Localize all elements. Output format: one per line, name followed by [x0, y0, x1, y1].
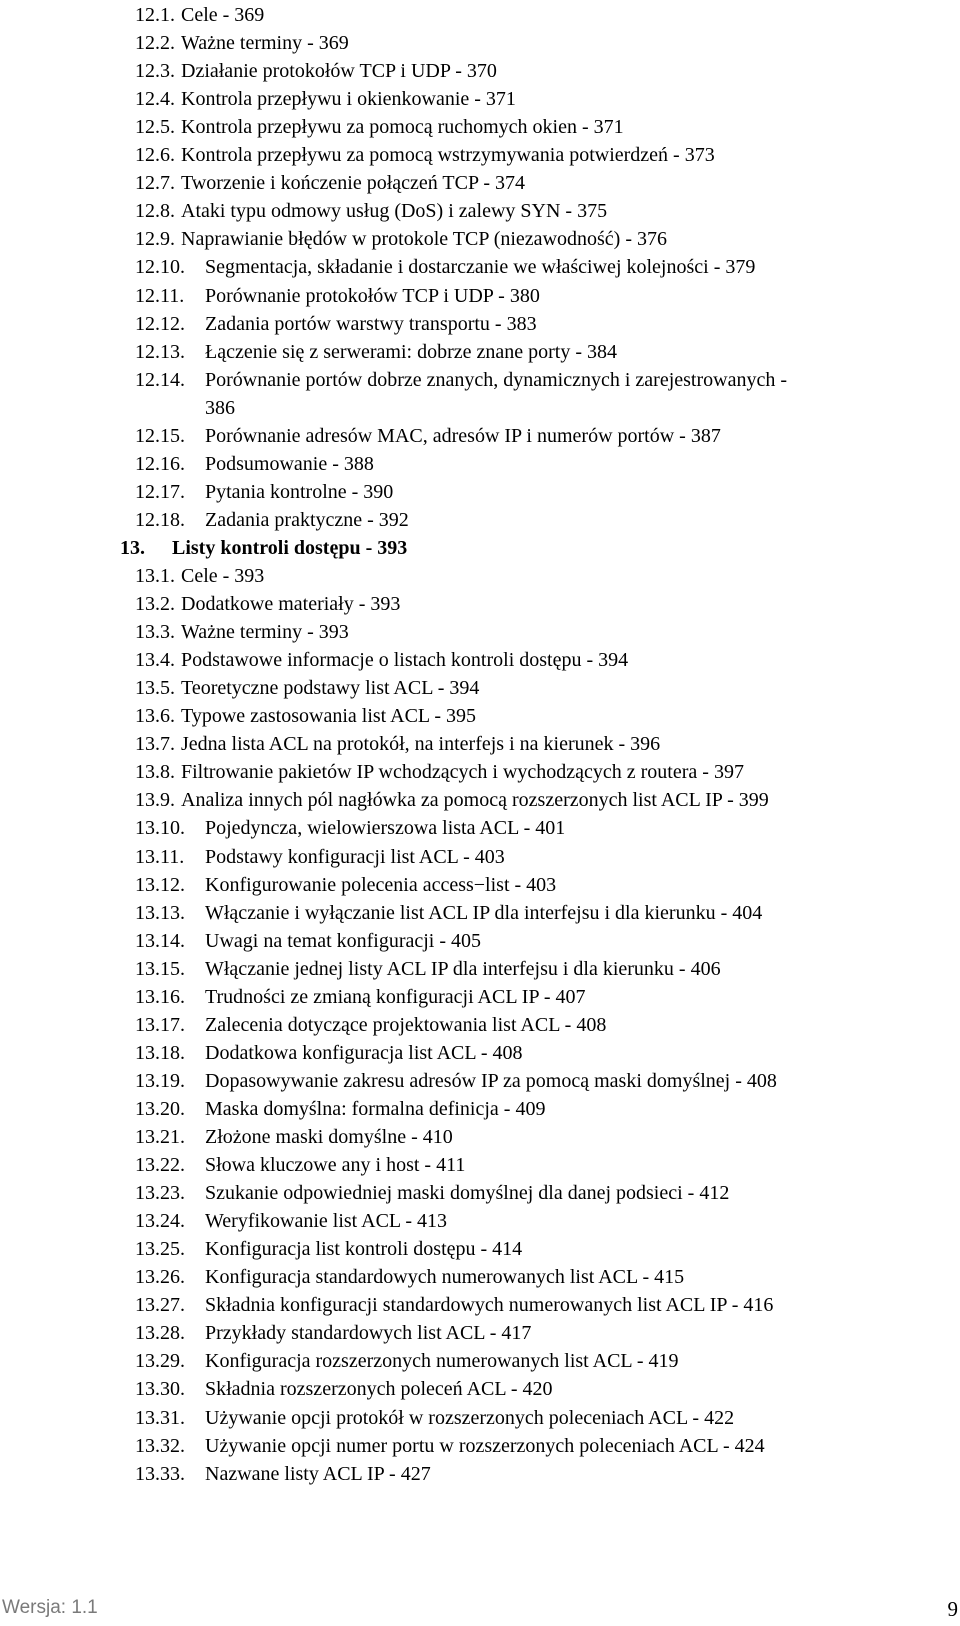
toc-entry-title: Używanie opcji protokół w rozszerzonych poleceniach ACL - 422 [205, 1406, 735, 1429]
toc-entry[interactable] [135, 647, 628, 673]
toc-entry-title: Cele - 369 [181, 4, 265, 26]
toc-entry[interactable] [135, 1376, 552, 1402]
toc-entry[interactable] [135, 226, 667, 252]
toc-entry-number: 13.5. [135, 677, 175, 700]
toc-entry[interactable] [135, 1461, 431, 1487]
toc-entry-title: Działanie protokołów TCP i UDP - 370 [181, 60, 497, 83]
toc-entry-title: Ataki typu odmowy usług (DoS) i zalewy SYN - 375 [181, 200, 608, 223]
toc-entry[interactable] [135, 956, 721, 982]
toc-entry-title: Listy kontroli dostępu - 393 [172, 536, 408, 559]
toc-entry-title: Zalecenia dotyczące projektowania list ACL - 408 [205, 1013, 607, 1036]
toc-entry[interactable] [135, 479, 393, 505]
toc-entry[interactable] [135, 1292, 773, 1318]
page-number: 9 [947, 1597, 958, 1621]
toc-entry-title: Włączanie i wyłączanie list ACL IP dla interfejsu i dla kierunku - 404 [205, 901, 763, 924]
toc-entry[interactable] [135, 1433, 765, 1459]
toc-entry[interactable] [135, 114, 624, 140]
toc-entry[interactable] [135, 563, 264, 589]
toc-entry-number: 12.10. [135, 256, 185, 279]
toc-entry-number: 13.4. [135, 649, 175, 672]
toc-entry-title: Nazwane listy ACL IP - 427 [205, 1462, 431, 1485]
toc-entry-number: 13.8. [135, 761, 175, 784]
toc-entry[interactable] [135, 1124, 453, 1150]
toc-entry-number: 12.4. [135, 88, 175, 111]
toc-entry[interactable] [135, 787, 769, 813]
toc-entry[interactable] [135, 311, 537, 337]
toc-entry-number: 12.16. [135, 452, 185, 475]
toc-entry[interactable] [135, 1152, 465, 1178]
toc-entry-number: 13.27. [135, 1294, 185, 1317]
toc-entry-number: 13.24. [135, 1210, 185, 1233]
toc-entry-number: 12.7. [135, 172, 175, 195]
toc-entry-title: Analiza innych pól nagłówka za pomocą rozszerzonych list ACL IP - 399 [181, 789, 769, 812]
toc-entry-number: 13.20. [135, 1097, 185, 1120]
toc-entry[interactable] [135, 30, 349, 56]
toc-entry-title: Cele - 393 [181, 565, 265, 587]
toc-entry-number: 12.6. [135, 144, 175, 167]
toc-entry-number: 13.19. [135, 1069, 185, 1092]
toc-entry-number: 13.30. [135, 1378, 185, 1401]
toc-entry-title: Dodatkowe materiały - 393 [181, 593, 401, 616]
toc-entry[interactable] [135, 703, 476, 729]
toc-entry[interactable] [135, 170, 525, 196]
toc-chapter-heading[interactable] [120, 535, 407, 561]
toc-entry[interactable] [135, 759, 744, 785]
toc-entry[interactable] [135, 1320, 531, 1346]
toc-entry-number: 12.8. [135, 200, 175, 223]
toc-entry-number: 13.23. [135, 1182, 185, 1205]
toc-entry-number: 13.12. [135, 873, 185, 896]
toc-entry-number: 12.17. [135, 480, 185, 503]
toc-entry[interactable] [135, 675, 479, 701]
toc-entry[interactable] [135, 86, 516, 112]
toc-entry-number: 13.17. [135, 1013, 185, 1036]
toc-entry-title: Ważne terminy - 369 [181, 32, 349, 55]
toc-entry-title: Kontrola przepływu i okienkowanie - 371 [181, 88, 516, 111]
toc-entry-number: 12.9. [135, 228, 175, 251]
toc-entry-title: Używanie opcji numer portu w rozszerzonych poleceniach ACL - 424 [205, 1434, 765, 1457]
toc-entry-title: Złożone maski domyślne - 410 [205, 1126, 453, 1148]
toc-entry-number: 12.11. [135, 284, 185, 307]
toc-entry-number: 13.14. [135, 929, 185, 952]
toc-entry[interactable] [135, 1096, 545, 1122]
toc-entry-number: 13.31. [135, 1406, 185, 1429]
toc-entry-title: Kontrola przepływu za pomocą ruchomych okien - 371 [181, 116, 624, 139]
toc-entry-number: 12.12. [135, 312, 185, 335]
toc-entry[interactable] [135, 1208, 447, 1234]
toc-entry-number: 12.13. [135, 340, 185, 363]
toc-entry-title: Maska domyślna: formalna definicja - 409 [205, 1097, 546, 1120]
toc-entry-number: 13.32. [135, 1434, 185, 1457]
toc-entry[interactable] [135, 142, 715, 168]
toc-entry[interactable] [135, 507, 409, 533]
toc-entry-number: 13. [120, 536, 145, 559]
toc-entry-title: Dodatkowa konfiguracja list ACL - 408 [205, 1041, 523, 1064]
toc-entry-title: Przykłady standardowych list ACL - 417 [205, 1322, 532, 1345]
toc-entry-title: Podstawowe informacje o listach kontroli dostępu - 394 [181, 649, 629, 672]
toc-entry-title: Ważne terminy - 393 [181, 621, 349, 644]
toc-entry-title: Pojedyncza, wielowierszowa lista ACL - 401 [205, 817, 566, 840]
toc-entry[interactable] [135, 198, 607, 224]
toc-entry-title: Uwagi na temat konfiguracji - 405 [205, 929, 482, 952]
toc-entry-title: Typowe zastosowania list ACL - 395 [181, 705, 477, 728]
toc-entry[interactable] [135, 1405, 734, 1431]
toc-entry-number: 13.33. [135, 1462, 185, 1485]
toc-entry[interactable] [135, 844, 505, 870]
toc-entry-number: 12.5. [135, 116, 175, 139]
toc-entry-title: Pytania kontrolne - 390 [205, 480, 394, 503]
toc-entry-number: 12.14. [135, 368, 185, 391]
toc-entry-title: Konfiguracja standardowych numerowanych list ACL - 415 [205, 1266, 685, 1289]
toc-entry-number: 13.29. [135, 1350, 185, 1373]
toc-entry[interactable] [135, 900, 762, 926]
toc-entry[interactable] [135, 1180, 729, 1206]
version-label: Wersja: 1.1 [2, 1597, 98, 1618]
toc-entry-title: Składnia rozszerzonych poleceń ACL - 420 [205, 1378, 553, 1401]
toc-entry-number: 13.21. [135, 1126, 185, 1148]
toc-entry[interactable] [135, 1068, 777, 1094]
toc-entry[interactable] [135, 731, 660, 757]
toc-entry-title: Naprawianie błędów w protokole TCP (niezawodność) - 376 [181, 228, 667, 251]
toc-entry[interactable] [135, 619, 349, 645]
toc-entry-number: 13.26. [135, 1266, 185, 1289]
toc-entry-number: 13.1. [135, 565, 175, 587]
toc-entry[interactable] [135, 451, 374, 477]
toc-entry-title: Składnia konfiguracji standardowych numerowanych list ACL IP - 416 [205, 1294, 774, 1317]
toc-entry-title: Konfigurowanie polecenia access−list - 403 [205, 873, 557, 896]
toc-entry-number: 13.15. [135, 957, 185, 980]
toc-entry-continuation: 386 [205, 396, 235, 419]
toc-entry-title: Zadania portów warstwy transportu - 383 [205, 312, 537, 335]
toc-entry-title: Dopasowywanie zakresu adresów IP za pomocą maski domyślnej - 408 [205, 1069, 777, 1092]
toc-entry-number: 13.22. [135, 1154, 185, 1177]
toc-entry-number: 12.2. [135, 32, 175, 55]
toc-entry-number: 13.13. [135, 901, 185, 924]
toc-entry[interactable] [135, 1040, 523, 1066]
toc-entry-number: 13.6. [135, 705, 175, 728]
toc-entry-number: 13.10. [135, 817, 185, 840]
toc-entry-title: Teoretyczne podstawy list ACL - 394 [181, 677, 480, 700]
toc-entry-title: Zadania praktyczne - 392 [205, 508, 409, 531]
toc-entry[interactable] [135, 928, 481, 954]
toc-entry-number: 12.18. [135, 508, 185, 531]
toc-entry[interactable] [135, 2, 264, 28]
toc-entry-number: 13.2. [135, 593, 175, 616]
toc-entry-number: 13.3. [135, 621, 175, 644]
toc-entry-title: Jedna lista ACL na protokół, na interfejs i na kierunek - 396 [181, 733, 661, 756]
toc-entry[interactable] [135, 58, 497, 84]
toc-entry-title: Kontrola przepływu za pomocą wstrzymywania potwierdzeń - 373 [181, 144, 715, 167]
toc-entry-number: 13.28. [135, 1322, 185, 1345]
toc-entry-title: Porównanie protokołów TCP i UDP - 380 [205, 284, 540, 307]
toc-entry-title: Podsumowanie - 388 [205, 452, 374, 475]
toc-entry[interactable] [135, 984, 586, 1010]
toc-entry-title: Łączenie się z serwerami: dobrze znane porty - 384 [205, 340, 618, 363]
toc-entry[interactable] [135, 1012, 606, 1038]
toc-entry[interactable] [135, 815, 565, 841]
toc-entry-number: 13.7. [135, 733, 175, 756]
toc-entry[interactable] [135, 339, 617, 365]
toc-entry[interactable] [135, 423, 721, 449]
toc-entry-title: Porównanie adresów MAC, adresów IP i numerów portów - 387 [205, 424, 721, 447]
toc-entry-title: Porównanie portów dobrze znanych, dynamicznych i zarejestrowanych - [205, 368, 788, 391]
toc-entry-number: 12.1. [135, 4, 175, 26]
toc-entry-title: Trudności ze zmianą konfiguracji ACL IP - 407 [205, 985, 586, 1008]
toc-entry-number: 13.16. [135, 985, 185, 1008]
toc-entry-number: 12.15. [135, 424, 185, 447]
toc-entry-title: Filtrowanie pakietów IP wchodzących i wychodzących z routera - 397 [181, 761, 744, 784]
toc-entry[interactable] [135, 872, 556, 898]
toc-entry-title: Szukanie odpowiedniej maski domyślnej dla danej podsieci - 412 [205, 1182, 730, 1205]
toc-entry-number: 13.25. [135, 1238, 185, 1261]
toc-entry[interactable] [135, 367, 787, 393]
toc-entry-title: Podstawy konfiguracji list ACL - 403 [205, 845, 505, 868]
toc-entry[interactable] [135, 591, 400, 617]
toc-entry[interactable] [135, 1348, 679, 1374]
toc-entry-number: 12.3. [135, 60, 175, 83]
toc-entry-title: Słowa kluczowe any i host - 411 [205, 1154, 466, 1177]
toc-entry[interactable] [135, 1264, 684, 1290]
toc-entry-title: Segmentacja, składanie i dostarczanie we właściwej kolejności - 379 [205, 256, 756, 279]
toc-entry-title: Weryfikowanie list ACL - 413 [205, 1210, 448, 1233]
page-footer [0, 1597, 960, 1623]
toc-entry-number: 13.18. [135, 1041, 185, 1064]
toc-entry-title: Włączanie jednej listy ACL IP dla interfejsu i dla kierunku - 406 [205, 957, 721, 980]
toc-entry[interactable] [135, 283, 540, 309]
toc-entry-title: Tworzenie i kończenie połączeń TCP - 374 [181, 172, 526, 195]
toc-entry-number: 13.11. [135, 845, 185, 868]
toc-entry-title: Konfiguracja rozszerzonych numerowanych list ACL - 419 [205, 1350, 679, 1373]
toc-entry-number: 13.9. [135, 789, 175, 812]
toc-entry[interactable] [135, 254, 755, 280]
toc-entry[interactable] [135, 1236, 522, 1262]
toc-entry-title: Konfiguracja list kontroli dostępu - 414 [205, 1238, 523, 1261]
